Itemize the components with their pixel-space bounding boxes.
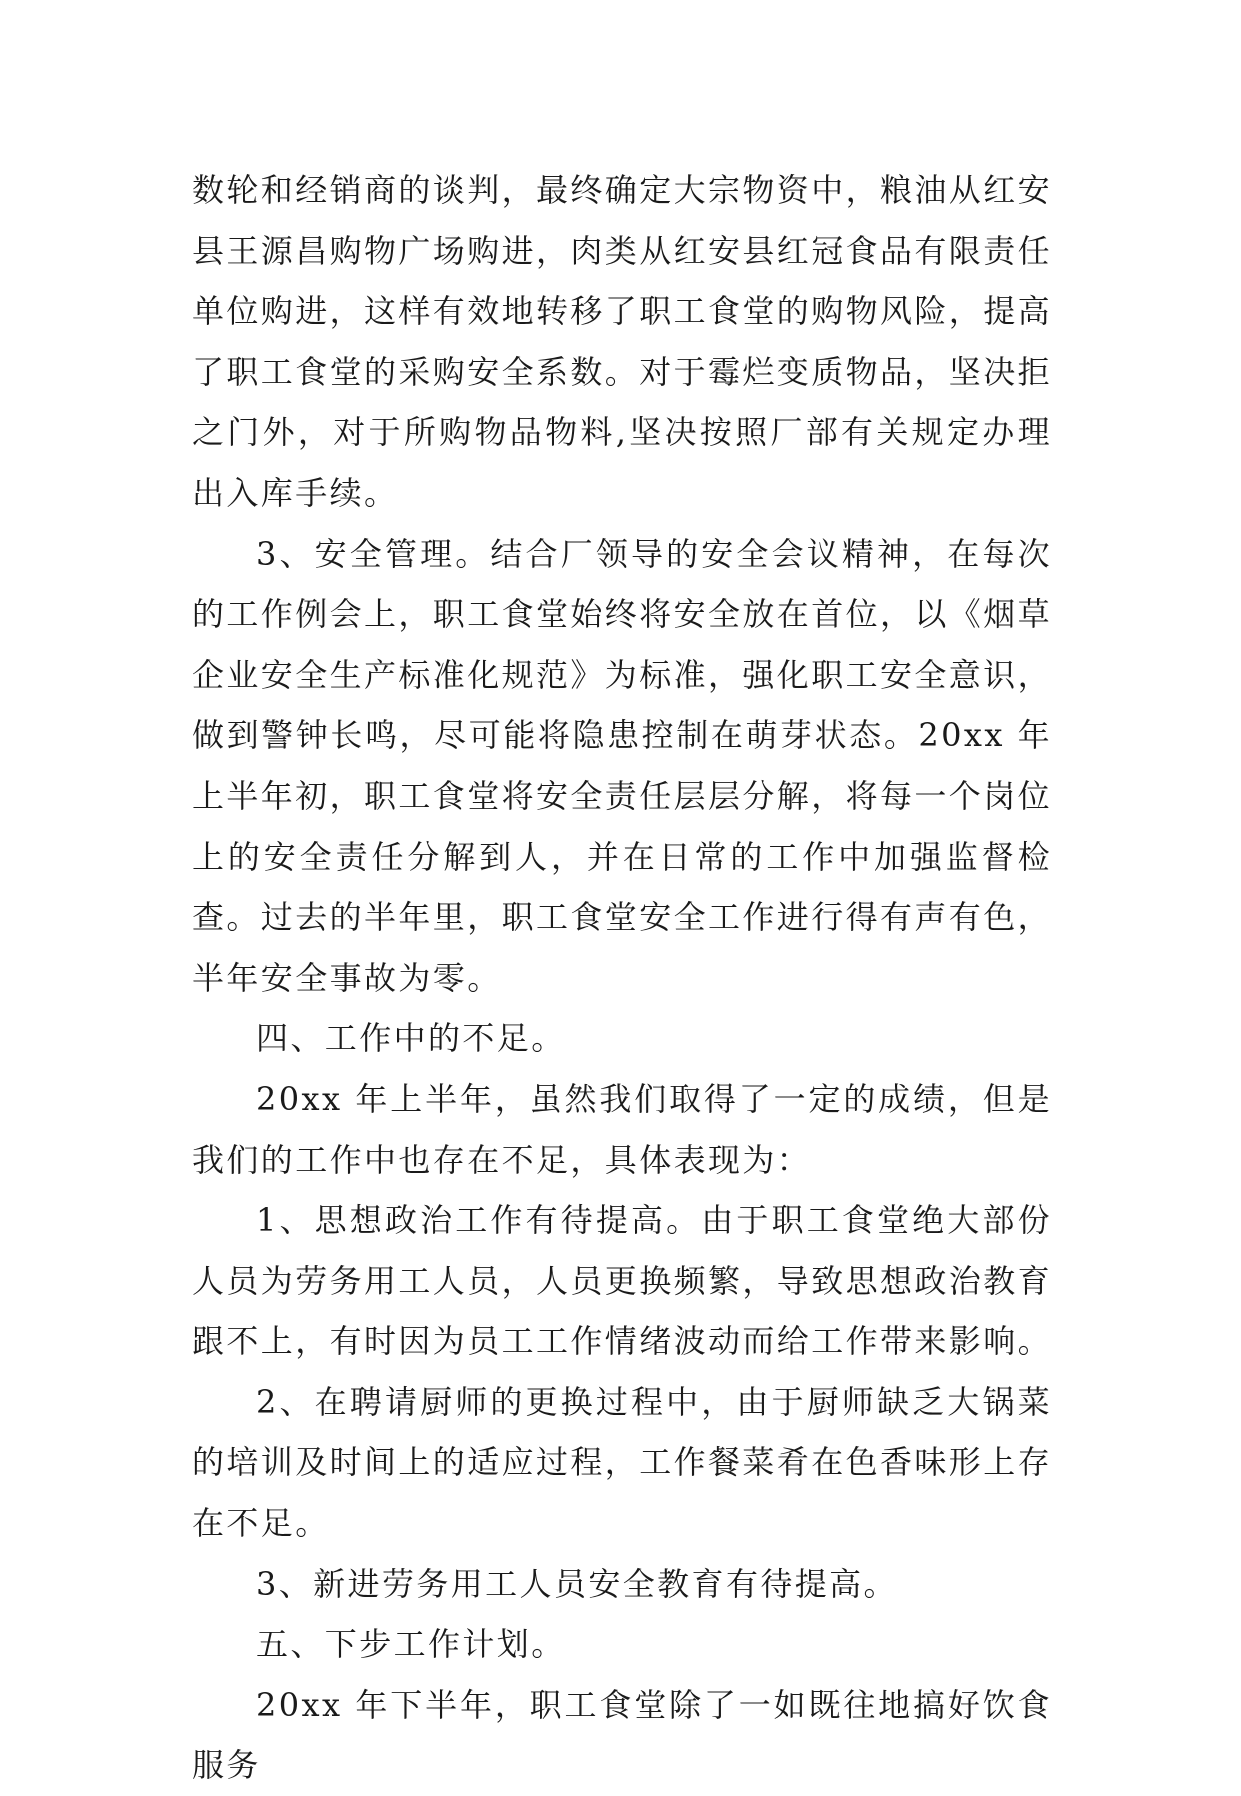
paragraph-next-plan: 20xx 年下半年，职工食堂除了一如既往地搞好饮食服务 (192, 1685, 1052, 1785)
paragraph-shortcoming-2: 2、在聘请厨师的更换过程中，由于厨师缺乏大锅菜的培训及时间上的适应过程，工作餐菜肴在色香味形上存在不足。 (192, 1382, 1053, 1543)
document-body (192, 160, 1052, 1796)
paragraph-shortcoming-1: 1、思想政治工作有待提高。由于职工食堂绝大部份人员为劳务用工人员，人员更换频繁，导致思想政治教育跟不上，有时因为员工工作情绪波动而给工作带来影响。 (192, 1201, 1053, 1361)
heading-next-plan: 五、下步工作计划。 (256, 1625, 566, 1664)
paragraph-shortcoming-3: 3、新进劳务用工人员安全教育有待提高。 (256, 1564, 898, 1603)
paragraph-safety-management: 3、安全管理。结合厂领导的安全会议精神，在每次的工作例会上，职工食堂始终将安全放在首位，以《烟草企业安全生产标准化规范》为标准，强化职工安全意识，做到警钟长鸣，尽可能将隐患控制在萌芽状态。20xx 年上半年初，职工食堂将安全责任层层分解，将每一个岗位上的安全责任分解到人，并在日常的工作中加强监督检查。过去的半年里，职工食堂安全工作进行得有声有色，半年安全事故为零。 (192, 534, 1053, 997)
paragraph-shortcomings-intro: 20xx 年上半年，虽然我们取得了一定的成绩，但是我们的工作中也存在不足，具体表现为： (192, 1079, 1052, 1179)
heading-shortcomings: 四、工作中的不足。 (256, 1019, 566, 1058)
paragraph-procurement: 数轮和经销商的谈判，最终确定大宗物资中，粮油从红安县王源昌购物广场购进，肉类从红安县红冠食品有限责任单位购进，这样有效地转移了职工食堂的购物风险，提高了职工食堂的采购安全系数。对于霉烂变质物品，坚决拒之门外，对于所购物品物料,坚决按照厂部有关规定办理出入库手续。 (192, 171, 1053, 512)
